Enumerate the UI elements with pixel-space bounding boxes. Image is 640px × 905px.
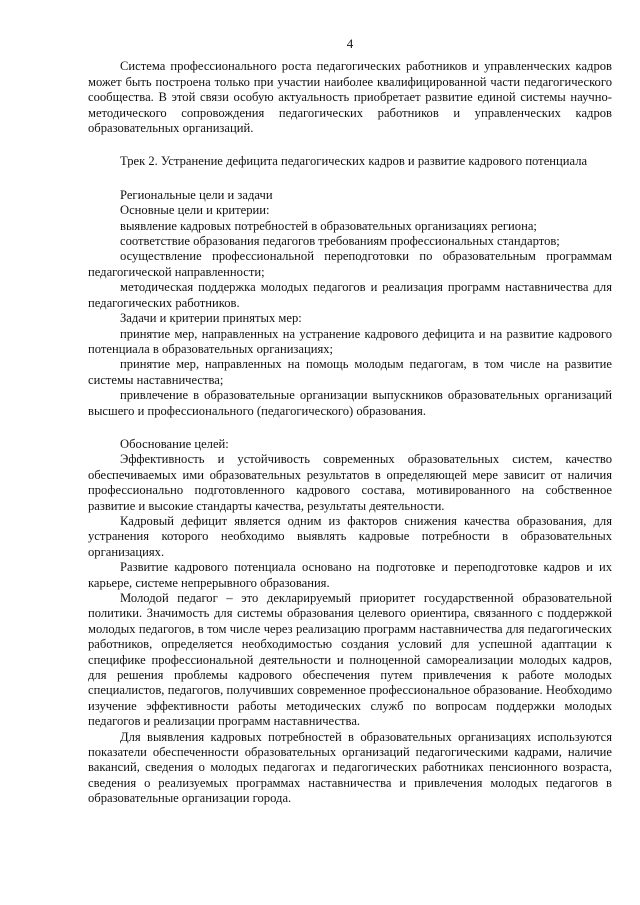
task-item: привлечение в образовательные организации выпускников образовательных организаций высшего и профессионального (педагогического) образования. (88, 388, 612, 418)
regional-heading: Региональные цели и задачи (120, 187, 273, 202)
rationale-paragraph: Развитие кадрового потенциала основано на подготовке и переподготовке кадров и их карьере, системе непрерывного образования. (88, 560, 612, 590)
goal-item: осуществление профессиональной переподготовки по образовательным программам педагогической направленности; (88, 249, 612, 279)
track-title: Трек 2. Устранение дефицита педагогических кадров и развитие кадрового потенциала (120, 154, 588, 169)
spacer (88, 170, 612, 188)
intro-paragraph: Система профессионального роста педагогических работников и управленческих кадров может быть построена только при участии наиболее квалифицированной части педагогического сообщества. В этой связи особую актуальность приобретает развитие единой системы научно-методического сопровождения педагогических работников и управленческих кадров образовательных организаций. (88, 59, 612, 136)
spacer (88, 419, 612, 437)
goal-item: методическая поддержка молодых педагогов и реализация программ наставничества для педагогических работников. (88, 280, 612, 310)
spacer (88, 136, 612, 154)
task-item: принятие мер, направленных на устранение кадрового дефицита и на развитие кадрового потенциала в образовательных организациях; (88, 326, 612, 356)
page-number: 4 (346, 36, 354, 51)
goal-item: соответствие образования педагогов требованиям профессиональных стандартов; (120, 234, 560, 249)
goals-heading: Основные цели и критерии: (120, 203, 270, 218)
rationale-paragraph: Кадровый дефицит является одним из факторов снижения качества образования, для устранения которого необходимо выявлять кадровые потребности в образовательных организациях. (88, 513, 612, 559)
task-item: принятие мер, направленных на помощь молодым педагогам, в том числе на развитие системы наставничества; (88, 357, 612, 387)
rationale-paragraph: Молодой педагог – это декларируемый приоритет государственной образовательной политики. Значимость для системы образования целевого ориентира, связанного с поддержкой молодых педагогов, в том числе через реализацию программ наставничества для педагогических работников, определяется необходимостью создания условий для успешной адаптации к специфике профессиональной деятельности и полноценной самореализации молодых кадров, для решения проблемы кадрового обеспечения путем привлечения к работе молодых специалистов, педагогов, получивших современное профессиональное образование. Необходимо изучение эффективности работы методических служб по вопросам поддержки молодых педагогов и реализации программ наставничества. (88, 591, 612, 729)
tasks-heading: Задачи и критерии принятых мер: (120, 311, 302, 326)
rationale-paragraph: Эффективность и устойчивость современных образовательных систем, качество обеспечиваемых ими образовательных результатов в определяющей мере зависит от наличия профессионально подготовленного кадрового состава, мотивированного на собственное развитие и высокие стандарты качества, результаты деятельности. (88, 452, 612, 513)
rationale-heading: Обоснование целей: (120, 436, 229, 451)
goal-item: выявление кадровых потребностей в образовательных организациях региона; (120, 218, 537, 233)
rationale-paragraph: Для выявления кадровых потребностей в образовательных организациях используются показатели обеспеченности образовательных организаций педагогическими кадрами, наличие вакансий, сведения о молодых педагогах и педагогических работниках пенсионного возраста, сведения о реализуемых программах наставничества и привлечения молодых педагогов в образовательные организации города. (88, 729, 612, 806)
